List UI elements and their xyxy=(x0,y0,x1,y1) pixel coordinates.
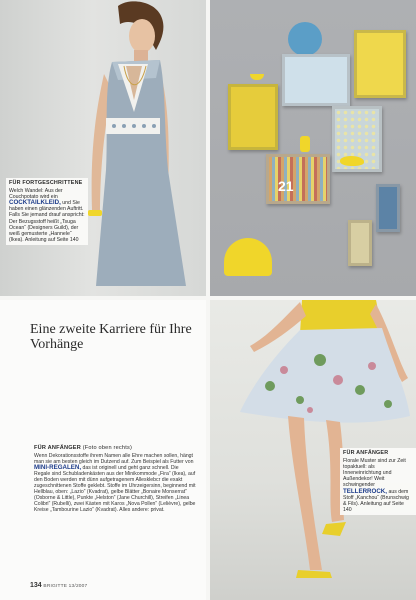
section-heading xyxy=(34,445,132,451)
shelf-striped xyxy=(266,154,330,204)
dress-illustration xyxy=(0,0,206,296)
caption-skirt-text-after: aus dem Stoff „Kanchou“ (Brunschwig & Fils). Anleitung auf Seite 140 xyxy=(343,488,409,513)
page-number: 134 xyxy=(30,582,42,589)
caption-dress-text-after: und Sie haben einen glänzenden Auftritt. Falls Sie jemand drauf anspricht: Der Bezugsstoff heißt „Tsuga Ocean“ (Designers Guild), der weiß gemusterte „Hannele“ (Ikea). Anleitung auf Seite 140 xyxy=(9,200,85,243)
magazine-issue: BRIGITTE 13/2007 xyxy=(43,584,88,589)
dress-photo xyxy=(0,0,206,296)
section-heading-label: FÜR ANFÄNGER xyxy=(34,445,81,451)
shelf-yellow-top xyxy=(354,30,406,98)
skirt-photo xyxy=(210,300,416,600)
article-body xyxy=(34,453,196,513)
caption-skirt xyxy=(340,448,416,515)
shelf-small-blue xyxy=(376,184,400,232)
shelf-light-blue xyxy=(282,54,350,106)
caption-dress-text: Welch Wandel: Aus der Couchpotato wird ein xyxy=(9,188,63,201)
caption-dress-heading: FÜR FORTGESCHRITTENE xyxy=(9,180,83,186)
page-footer xyxy=(30,582,87,589)
shelves-photo xyxy=(210,0,416,296)
yellow-bowl xyxy=(250,74,264,80)
caption-skirt-heading: FÜR ANFÄNGER xyxy=(343,450,389,456)
caption-dress xyxy=(6,178,88,245)
article-title: Eine zweite Karriere für Ihre Vorhänge xyxy=(30,322,192,352)
caption-skirt-text: Florale Muster sind zur Zeit topaktuell: als Inneneinrichtung und Außendekor! Weit schwingender xyxy=(343,458,406,489)
section-subheading: (Foto oben rechts) xyxy=(82,445,133,451)
caption-dress-highlight: COCKTAILKLEID, xyxy=(9,199,61,207)
yellow-pitcher xyxy=(300,136,310,152)
caption-skirt-highlight: TELLERROCK, xyxy=(343,487,387,495)
shelf-yellow-left xyxy=(228,84,278,150)
yellow-chair xyxy=(224,238,272,276)
body-highlight: MINI-REGALEN, xyxy=(34,464,82,472)
shelf-number: 21 xyxy=(278,178,294,194)
yellow-bird xyxy=(340,156,364,166)
blue-plate xyxy=(288,22,322,56)
shelf-checked xyxy=(348,220,372,266)
body-text-before: Wenn Dekorationsstoffe ihrem Namen alle Ehre machen sollen, hängt man sie am besten gleich im Dutzend auf. Zum Beispiel als Futter von xyxy=(34,453,194,466)
body-text-after: das ist originell und geht ganz schnell. Die Regale sind Schubladenkästen aus der Minikommode „Fira“ (Ikea), auf den Boden werden mit dünn aufgetragenem Allesklebcr die exakt zugeschnittenen Stoffe geklebt. Stoffe im Uhrzeigersinn, beginnend mit Hellblau, oben: „Lazio“ (Kvadrat), gelbe Blätter „Bonaire Monserrat“ (Osborne & Little), Punkte „Helston“ (Jane Churchill), Streifen „Linea Colibri“ (Rubelli), zwei Kästen mit Karos „Nova Pollen“ (Lelièvre), gelbe Kreise „Tambourine Lazio“ (Kvadrat). Alles andere: privat. xyxy=(34,465,196,514)
